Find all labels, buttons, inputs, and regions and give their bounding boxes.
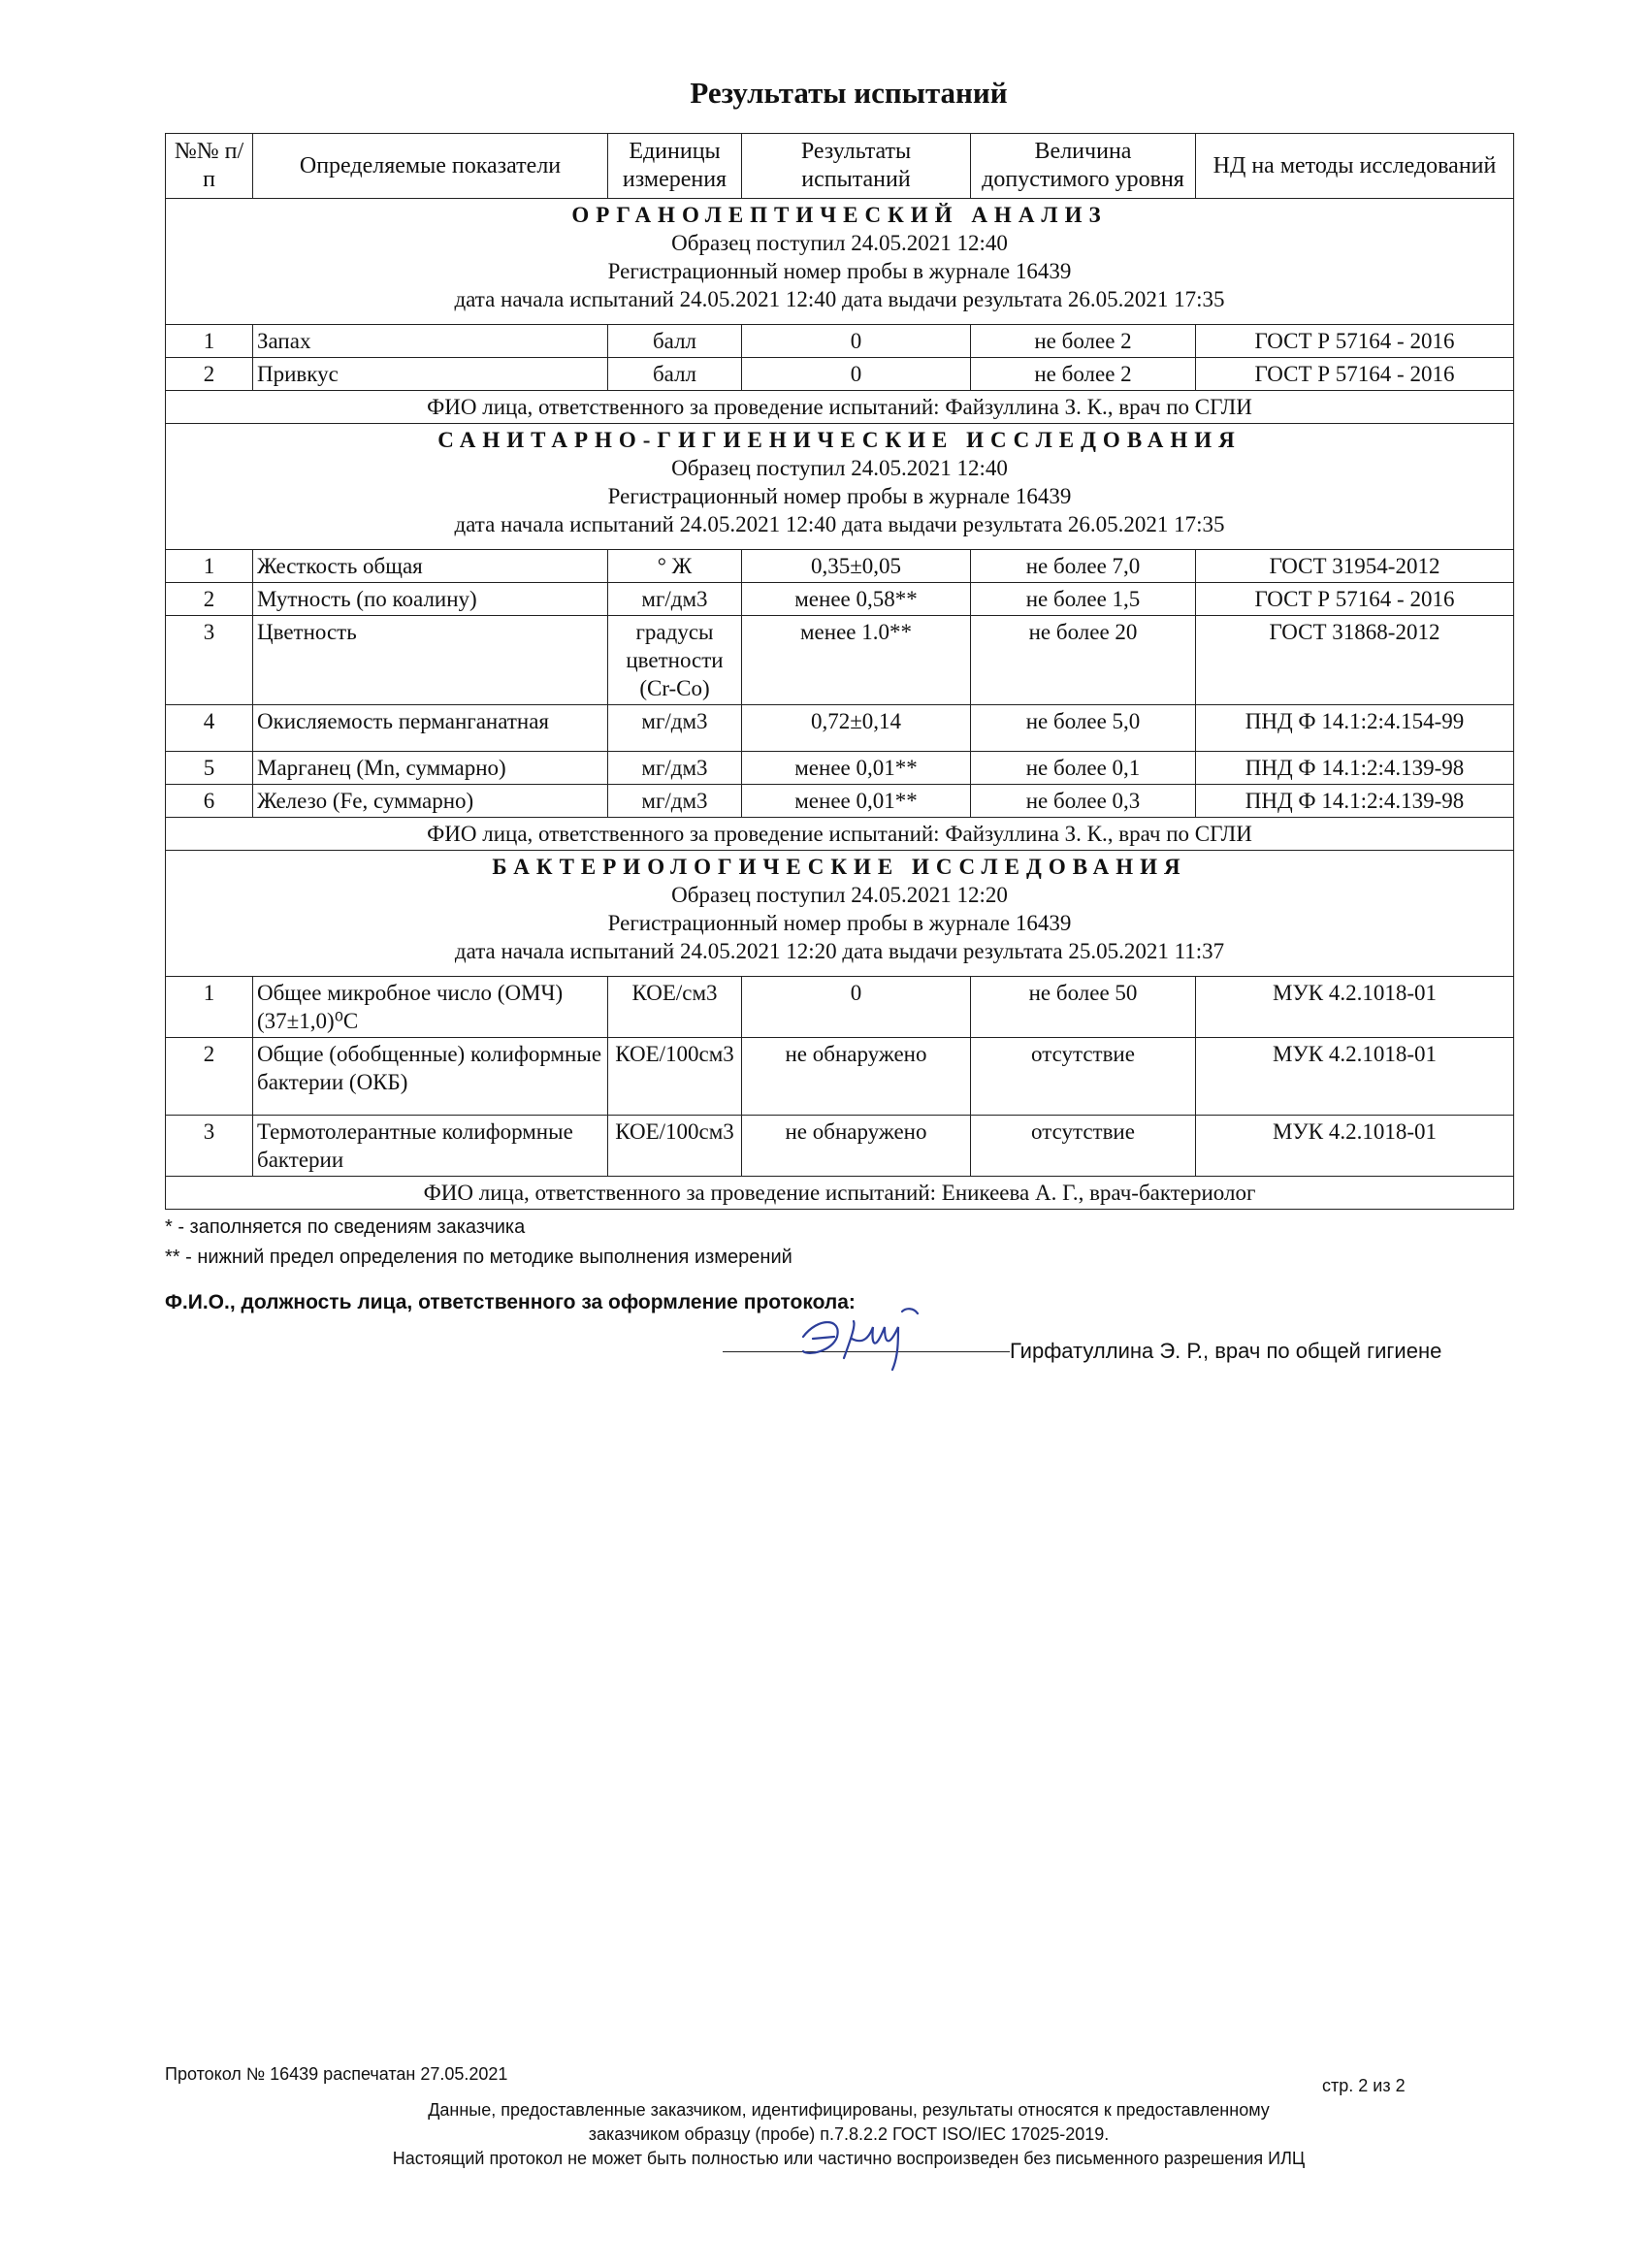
section-title: ОРГАНОЛЕПТИЧЕСКИЙ АНАЛИЗ <box>571 203 1108 227</box>
row-unit: мг/дм3 <box>608 785 742 818</box>
row-number: 2 <box>166 1038 253 1116</box>
section-title: САНИТАРНО-ГИГИЕНИЧЕСКИЕ ИССЛЕДОВАНИЯ <box>437 428 1242 452</box>
row-limit: не более 2 <box>971 325 1196 358</box>
row-limit: не более 5,0 <box>971 705 1196 752</box>
section-registration: Регистрационный номер пробы в журнале 16439 <box>607 911 1072 935</box>
row-indicator: Железо (Fe, суммарно) <box>253 785 608 818</box>
section-dates: дата начала испытаний 24.05.2021 12:40 дата выдачи результата 26.05.2021 17:35 <box>454 287 1225 311</box>
section-received: Образец поступил 24.05.2021 12:40 <box>671 456 1008 480</box>
header-limit: Величина допустимого уровня <box>971 134 1196 199</box>
header-results: Результаты испытаний <box>742 134 971 199</box>
section-dates: дата начала испытаний 24.05.2021 12:20 дата выдачи результата 25.05.2021 11:37 <box>454 939 1225 963</box>
row-number: 6 <box>166 785 253 818</box>
row-method: МУК 4.2.1018-01 <box>1196 977 1514 1038</box>
row-indicator: Термотолерантные колиформные бактерии <box>253 1116 608 1177</box>
results-table <box>165 133 1514 1210</box>
responsible-label: Ф.И.О., должность лица, ответственного за оформление протокола: <box>165 1291 856 1313</box>
table-header-row <box>166 134 1514 199</box>
section-header-row <box>166 424 1514 550</box>
section-received: Образец поступил 24.05.2021 12:40 <box>671 231 1008 255</box>
row-limit: не более 1,5 <box>971 583 1196 616</box>
row-indicator: Мутность (по коалину) <box>253 583 608 616</box>
header-units: Единицы измерения <box>608 134 742 199</box>
footnote-1: * - заполняется по сведениям заказчика <box>165 1216 526 1238</box>
section-dates: дата начала испытаний 24.05.2021 12:40 дата выдачи результата 26.05.2021 17:35 <box>454 512 1225 536</box>
row-number: 3 <box>166 1116 253 1177</box>
row-result: не обнаружено <box>742 1038 971 1116</box>
row-method: ГОСТ Р 57164 - 2016 <box>1196 325 1514 358</box>
row-number: 2 <box>166 358 253 391</box>
table-row <box>166 616 1514 705</box>
footnote-2: ** - нижний предел определения по методике выполнения измерений <box>165 1247 792 1268</box>
row-result: 0,72±0,14 <box>742 705 971 752</box>
row-method: ПНД Ф 14.1:2:4.139-98 <box>1196 752 1514 785</box>
row-number: 1 <box>166 977 253 1038</box>
row-limit: не более 7,0 <box>971 550 1196 583</box>
row-limit: не более 50 <box>971 977 1196 1038</box>
row-result: 0 <box>742 358 971 391</box>
row-unit: балл <box>608 325 742 358</box>
row-method: ГОСТ 31868-2012 <box>1196 616 1514 705</box>
page-title: Результаты испытаний <box>690 76 1008 110</box>
table-row <box>166 583 1514 616</box>
responsible-row <box>166 391 1514 424</box>
row-indicator: Общие (обобщенные) колиформные бактерии (ОКБ) <box>253 1038 608 1116</box>
table-row <box>166 358 1514 391</box>
row-method: МУК 4.2.1018-01 <box>1196 1038 1514 1116</box>
section-responsible: ФИО лица, ответственного за проведение испытаний: Еникеева А. Г., врач-бактериолог <box>166 1177 1514 1210</box>
table-row <box>166 325 1514 358</box>
row-unit: КОЕ/см3 <box>608 977 742 1038</box>
row-limit: отсутствие <box>971 1116 1196 1177</box>
section-responsible: ФИО лица, ответственного за проведение испытаний: Файзуллина З. К., врач по СГЛИ <box>166 818 1514 851</box>
row-number: 5 <box>166 752 253 785</box>
responsible-name: Гирфатуллина Э. Р., врач по общей гигиене <box>1010 1339 1442 1363</box>
footnotes <box>165 1213 792 1273</box>
row-method: ГОСТ Р 57164 - 2016 <box>1196 583 1514 616</box>
table-row <box>166 977 1514 1038</box>
row-indicator: Привкус <box>253 358 608 391</box>
row-method: ГОСТ Р 57164 - 2016 <box>1196 358 1514 391</box>
row-number: 4 <box>166 705 253 752</box>
footer-line-3: Настоящий протокол не может быть полностью или частично воспроизведен без письменного разрешения ИЛЦ <box>392 2149 1306 2168</box>
table-row <box>166 752 1514 785</box>
row-method: МУК 4.2.1018-01 <box>1196 1116 1514 1177</box>
section-title: БАКТЕРИОЛОГИЧЕСКИЕ ИССЛЕДОВАНИЯ <box>492 855 1187 879</box>
footer-line-2: заказчиком образцу (пробе) п.7.8.2.2 ГОСТ ISO/IEC 17025-2019. <box>588 2124 1110 2144</box>
row-indicator: Запах <box>253 325 608 358</box>
row-limit: не более 0,3 <box>971 785 1196 818</box>
header-method: НД на методы исследований <box>1196 134 1514 199</box>
row-result: 0 <box>742 325 971 358</box>
table-row <box>166 1038 1514 1116</box>
row-indicator: Общее микробное число (ОМЧ) (37±1,0)⁰С <box>253 977 608 1038</box>
footer-protocol: Протокол № 16439 распечатан 27.05.2021 <box>165 2064 508 2084</box>
table-row <box>166 550 1514 583</box>
header-num: №№ п/п <box>166 134 253 199</box>
section-header <box>166 424 1514 550</box>
row-unit: мг/дм3 <box>608 752 742 785</box>
row-method: ПНД Ф 14.1:2:4.139-98 <box>1196 785 1514 818</box>
row-unit: КОЕ/100см3 <box>608 1116 742 1177</box>
row-indicator: Цветность <box>253 616 608 705</box>
row-limit: отсутствие <box>971 1038 1196 1116</box>
row-result: менее 1.0** <box>742 616 971 705</box>
row-result: менее 0,01** <box>742 785 971 818</box>
row-limit: не более 2 <box>971 358 1196 391</box>
row-result: менее 0,01** <box>742 752 971 785</box>
row-unit: ° Ж <box>608 550 742 583</box>
row-unit: мг/дм3 <box>608 583 742 616</box>
row-number: 1 <box>166 325 253 358</box>
row-unit: КОЕ/100см3 <box>608 1038 742 1116</box>
section-responsible: ФИО лица, ответственного за проведение испытаний: Файзуллина З. К., врач по СГЛИ <box>166 391 1514 424</box>
row-indicator: Марганец (Mn, суммарно) <box>253 752 608 785</box>
row-result: не обнаружено <box>742 1116 971 1177</box>
section-header-row <box>166 199 1514 325</box>
row-unit: балл <box>608 358 742 391</box>
row-number: 2 <box>166 583 253 616</box>
row-method: ГОСТ 31954-2012 <box>1196 550 1514 583</box>
section-header-row <box>166 851 1514 977</box>
footer-page-number: стр. 2 из 2 <box>1322 2076 1406 2095</box>
footer-line-1: Данные, предоставленные заказчиком, идентифицированы, результаты относятся к предоставленному <box>428 2100 1270 2120</box>
section-registration: Регистрационный номер пробы в журнале 16439 <box>607 484 1072 508</box>
row-unit: мг/дм3 <box>608 705 742 752</box>
table-row <box>166 1116 1514 1177</box>
row-number: 3 <box>166 616 253 705</box>
row-limit: не более 0,1 <box>971 752 1196 785</box>
signature-image <box>784 1298 939 1376</box>
row-method: ПНД Ф 14.1:2:4.154-99 <box>1196 705 1514 752</box>
table-row <box>166 785 1514 818</box>
section-registration: Регистрационный номер пробы в журнале 16439 <box>607 259 1072 283</box>
row-number: 1 <box>166 550 253 583</box>
row-unit: градусы цветности (Cr-Co) <box>608 616 742 705</box>
responsible-row <box>166 818 1514 851</box>
header-indicator: Определяемые показатели <box>253 134 608 199</box>
row-result: 0,35±0,05 <box>742 550 971 583</box>
row-indicator: Окисляемость перманганатная <box>253 705 608 752</box>
footer-disclaimer <box>0 2098 1649 2171</box>
responsible-row <box>166 1177 1514 1210</box>
row-result: менее 0,58** <box>742 583 971 616</box>
section-header <box>166 851 1514 977</box>
row-result: 0 <box>742 977 971 1038</box>
row-indicator: Жесткость общая <box>253 550 608 583</box>
section-header <box>166 199 1514 325</box>
table-row <box>166 705 1514 752</box>
row-limit: не более 20 <box>971 616 1196 705</box>
section-received: Образец поступил 24.05.2021 12:20 <box>671 883 1008 907</box>
